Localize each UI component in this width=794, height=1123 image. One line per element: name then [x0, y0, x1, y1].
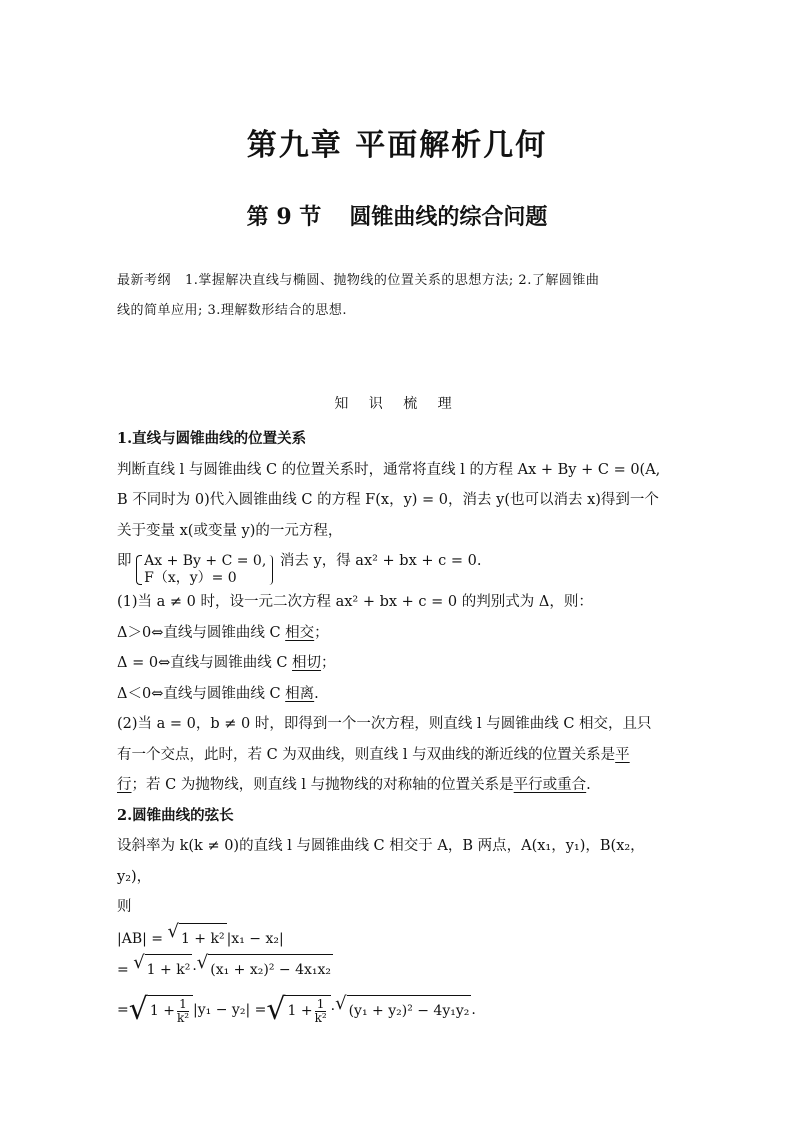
- system-row-1: Ax + By + C = 0,: [144, 553, 267, 569]
- case-separate: Δ＜0⇔直线与圆锥曲线 C 相离.: [117, 685, 319, 702]
- equation-system: [136, 553, 275, 587]
- p4-line-2: 则: [117, 899, 132, 915]
- answer-parallel-a: 平: [615, 746, 630, 763]
- syllabus-outline: [117, 266, 677, 326]
- answer-parallel-or-coincide: 平行或重合: [513, 777, 587, 793]
- p3-line-2: 有一个交点，此时，若 C 为双曲线，则直线 l 与双曲线的渐近线的位置关系是平: [117, 746, 630, 763]
- chapter-title: 第九章 平面解析几何: [246, 128, 548, 163]
- answer-parallel-b: 行: [117, 777, 132, 793]
- p4-line-1: 设斜率为 k(k ≠ 0)的直线 l 与圆锥曲线 C 相交于 A，B 两点，A(x₁，y₁)，B(x₂，y₂)，: [117, 838, 645, 885]
- system-suffix: 消去 y，得 ax² + bx + c = 0.: [279, 553, 482, 569]
- knowledge-heading: 知 识 梳 理: [334, 396, 460, 412]
- content: [117, 424, 677, 1037]
- section-name: 圆锥曲线的综合问题: [349, 204, 548, 230]
- outline-line-1: 1.掌握解决直线与椭圆、抛物线的位置关系的思想方法; 2.了解圆锥曲: [185, 273, 600, 288]
- answer-intersect: 相交: [285, 624, 315, 641]
- case-tangent: Δ = 0⇔直线与圆锥曲线 C 相切；: [117, 655, 336, 671]
- system-prefix: 即: [117, 553, 132, 569]
- subheading-2: 2.圆锥曲线的弦长: [117, 806, 234, 824]
- answer-separate: 相离: [285, 685, 315, 702]
- outline-line-2: 线的简单应用; 3.理解数形结合的思想.: [117, 303, 348, 318]
- formula-2: = √ 1 + k² · √ (x₁ + x₂)² − 4x₁x₂: [117, 954, 677, 985]
- formula-3: = √ 1 + $\frac{1}{\text{k²}}$ |y₁ − y₂| = √ 1 + $\frac{1}{\text{k²}}$ · √ (y₁ + y₂)² − 4y₁y₂ .: [117, 991, 476, 1027]
- formula-1: |AB| = √ 1 + k² |x₁ − x₂|: [117, 923, 677, 954]
- p1-line-2: B 不同时为 0)代入圆锥曲线 C 的方程 F(x，y) = 0，消去 y(也可以消去 x)得到一个: [117, 492, 659, 508]
- p3-line-1: (2)当 a = 0，b ≠ 0 时，即得到一个一次方程，则直线 l 与圆锥曲线 C 相交，且只: [117, 716, 652, 732]
- case-intersect: Δ＞0⇔直线与圆锥曲线 C 相交；: [117, 624, 329, 641]
- outline-label: 最新考纲: [117, 273, 172, 288]
- p1-line-1: 判断直线 l 与圆锥曲线 C 的位置关系时，通常将直线 l 的方程 Ax + By + C = 0(A,: [117, 461, 661, 478]
- p3-line-3: 行；若 C 为抛物线，则直线 l 与抛物线的对称轴的位置关系是平行或重合.: [117, 777, 591, 793]
- section-number: 第 9 节: [246, 204, 322, 230]
- system-row-2: F（x，y）= 0: [144, 570, 237, 586]
- p2-line-1: (1)当 a ≠ 0 时，设一元二次方程 ax² + bx + c = 0 的判别式为 Δ，则：: [117, 594, 593, 610]
- section-title: [0, 200, 794, 231]
- subheading-1: 1.直线与圆锥曲线的位置关系: [117, 430, 307, 447]
- p1-line-3: 关于变量 x(或变量 y)的一元方程，: [117, 522, 343, 539]
- equation-system-line: [117, 546, 677, 587]
- answer-tangent: 相切: [292, 655, 322, 671]
